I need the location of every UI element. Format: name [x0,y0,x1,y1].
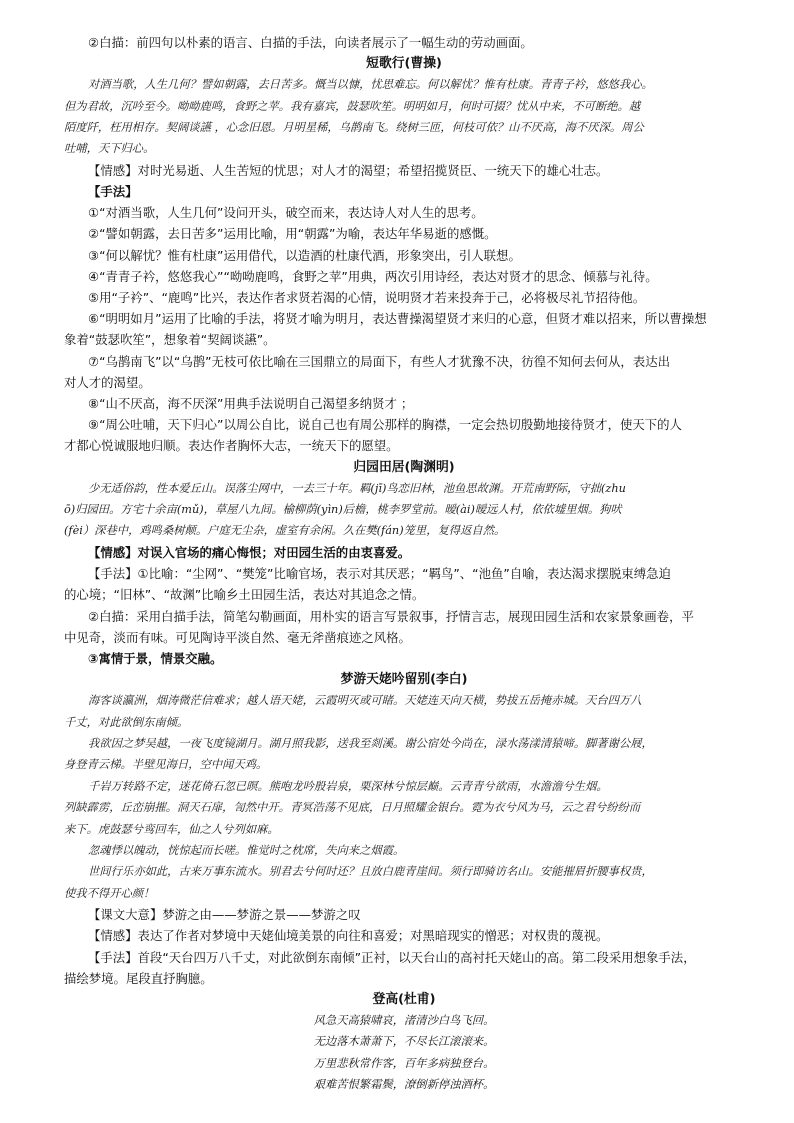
technique-item: ①“对酒当歌，人生几何”设问开头，破空而来，表达诗人对人生的思考。 [88,205,484,221]
poem-line: 海客谈瀛洲，烟涛微茫信难求；越人语天姥，云霞明灭或可睹。天姥连天向天横，势拔五岳掩赤城。天台四万八 [88,694,642,708]
main-idea-note: 【课文大意】梦游之由——梦游之景——梦游之叹 [88,907,361,923]
technique-item: ⑨“周公吐哺，天下归心”以周公自比，说自己也有周公那样的胸襟，一定会热切殷勤地接待贤才，使天下的人 [88,417,682,433]
technique-item: ⑥“明明如月”运用了比喻的手法，将贤才喻为明月，表达曹操渴望贤才来归的心意，但贤才难以招来，所以曹操想 [88,311,707,327]
poem-line: 来下。虎鼓瑟兮鸾回车，仙之人兮列如麻。 [64,822,279,836]
technique-item-cont: 才都心悦诚服地归顺。表达作者胸怀大志，一统天下的愿望。 [64,438,399,454]
poem-line: 无边落木萧萧下，不尽长江滚滚来。 [313,1035,495,1049]
technique-item: ③“何以解忧？惟有杜康”运用借代，以造酒的杜康代酒，形象突出，引人联想。 [88,247,521,263]
poem-line: 千丈，对此欲倒东南倾。 [64,715,189,729]
poem-line: (fèi）深巷中，鸡鸣桑树颠。户庭无尘杂，虚室有余闲。久在樊(fán)笼里，复得返自然。 [64,524,506,538]
technique-item-cont: 的心境；“旧林”、“故渊”比喻乡土田园生活，表达对其追念之情。 [64,587,425,603]
technique-item: ⑤用“子衿”、“鹿鸣”比兴，表达作者求贤若渴的心情，说明贤才若来投奔于己，必将极尽礼节招待他。 [88,290,646,306]
technique-item: ③寓情于景，情景交融。 [88,650,223,666]
poem-line: 使我不得开心颜！ [64,886,155,900]
poem-line: 列缺霹雳，丘峦崩摧。洞天石扉，訇然中开。青冥浩荡不见底，日月照耀金银台。霓为衣兮风为马，云之君兮纷纷而 [64,801,641,815]
technique-item: ④“青青子衿，悠悠我心”“呦呦鹿鸣，食野之苹”用典，两次引用诗经，表达对贤才的思念、倾慕与礼待。 [88,268,658,284]
technique-item: ⑧“山不厌高，海不厌深”用典手法说明自己渴望多纳贤才 ； [88,396,414,412]
technique-item: ②“譬如朝露，去日苦多”运用比喻，用“朝露”为喻，表达年华易逝的感慨。 [88,226,497,242]
poem-line: ō)归园田。方宅十余亩(mǔ)，草屋八九间。榆柳荫(yìn)后檐，桃李罗堂前。暧(ài)暧远人村，依依墟里烟。狗吠 [64,503,622,517]
poem-line: 身登青云梯。半壁见海日，空中闻天鸡。 [64,758,268,772]
poem-line: 千岩万转路不定，迷花倚石忽已暝。熊咆龙吟殷岩泉，栗深林兮惊层巅。云青青兮欲雨，水澹澹兮生烟。 [88,779,608,793]
emotion-note: 【情感】对时光易逝、人生苦短的忧思；对人才的渴望；希望招揽贤臣、一统天下的雄心壮志。 [88,162,609,178]
poem-title-denggao: 登高(杜甫) [372,991,436,1007]
technique-item: 【手法】①比喻：“尘网”、“樊笼”比喻官场，表示对其厌恶；“羁鸟”、“池鱼”自喻，表达渴求摆脱束缚急迫 [88,566,671,582]
emotion-note: 【情感】对误入官场的痛心悔恨；对田园生活的由衷喜爱。 [88,544,411,560]
poem-line: 万里悲秋常作客，百年多病独登台。 [313,1056,495,1070]
poem-line: 但为君故，沉吟至今。呦呦鹿鸣，食野之苹。我有嘉宾，鼓瑟吹笙。明明如月，何时可掇？忧从中来，不可断绝。越 [64,99,641,113]
emotion-note: 【情感】表达了作者对梦境中天姥仙境美景的向往和喜爱；对黑暗现实的憎恶；对权贵的蔑视。 [88,928,609,944]
document-page [64,32,744,1096]
poem-line: 少无适俗韵，性本爱丘山。误落尘网中，一去三十年。羁(jī)鸟恋旧林，池鱼思故渊。开荒南野际，守拙(zhu [88,481,626,495]
poem-title-guiyuan: 归园田居(陶渊明) [353,459,455,475]
technique-item-cont: 象着“鼓瑟吹笙”，想象着“契阔谈讌”。 [64,332,276,348]
poem-line: 陌度阡，枉用相存。契阔谈讌 ，心念旧恩。月明星稀，乌鹊南飞。绕树三匝，何枝可依？山不厌高，海不厌深。周公 [64,121,644,135]
poem-line: 忽魂悸以魄动，恍惊起而长嗟。惟觉时之枕席，失向来之烟霞。 [88,843,405,857]
technique-item: ②白描：采用白描手法，简笔勾勒画面，用朴实的语言写景叙事，抒情言志，展现田园生活和农家景象画卷，平 [88,608,694,624]
poem-line: 艰难苦恨繁霜鬓，潦倒新停浊酒杯。 [313,1078,495,1092]
poem-title-mengyou: 梦游天姥吟留别(李白) [340,672,468,688]
poem-line: 对酒当歌，人生几何？譬如朝露，去日苦多。慨当以慷，忧思难忘。何以解忧？惟有杜康。青青子衿，悠悠我心。 [88,78,653,92]
poem-line: 世间行乐亦如此，古来万事东流水。别君去兮何时还？且放白鹿青崖间。须行即骑访名山。安能摧眉折腰事权贵， [88,865,653,879]
technique-item-cont: 描绘梦境。尾段直抒胸臆。 [64,970,213,986]
poem-title-duangexing: 短歌行(曹操) [366,56,442,72]
poem-line: 风急天高猿啸哀，渚清沙白鸟飞回。 [313,1013,495,1027]
poem-line: 吐哺，天下归心。 [64,142,155,156]
technique-item-cont: 对人才的渴望。 [64,374,151,390]
technique-item: ⑦“乌鹊南飞”以“乌鹊”无枝可依比喻在三国鼎立的局面下，有些人才犹豫不决，彷徨不知何去何从，表达出 [88,353,670,369]
poem-line: 我欲因之梦吴越，一夜飞度镜湖月。湖月照我影，送我至剡溪。谢公宿处今尚在，渌水荡漾清猿啼。脚著谢公屐， [88,736,653,750]
technique-item-cont: 中见奇，淡而有味。可见陶诗平淡自然、毫无斧凿痕迹之风格。 [64,629,411,645]
technique-item: 【手法】首段“天台四万八千丈，对此欲倒东南倾”正衬，以天台山的高衬托天姥山的高。第二段采用想象手法， [88,949,696,965]
baimiao-note: ②白描：前四句以朴素的语言、白描的手法，向读者展示了一幅生动的劳动画面。 [88,35,533,50]
technique-label: 【手法】 [88,184,138,200]
